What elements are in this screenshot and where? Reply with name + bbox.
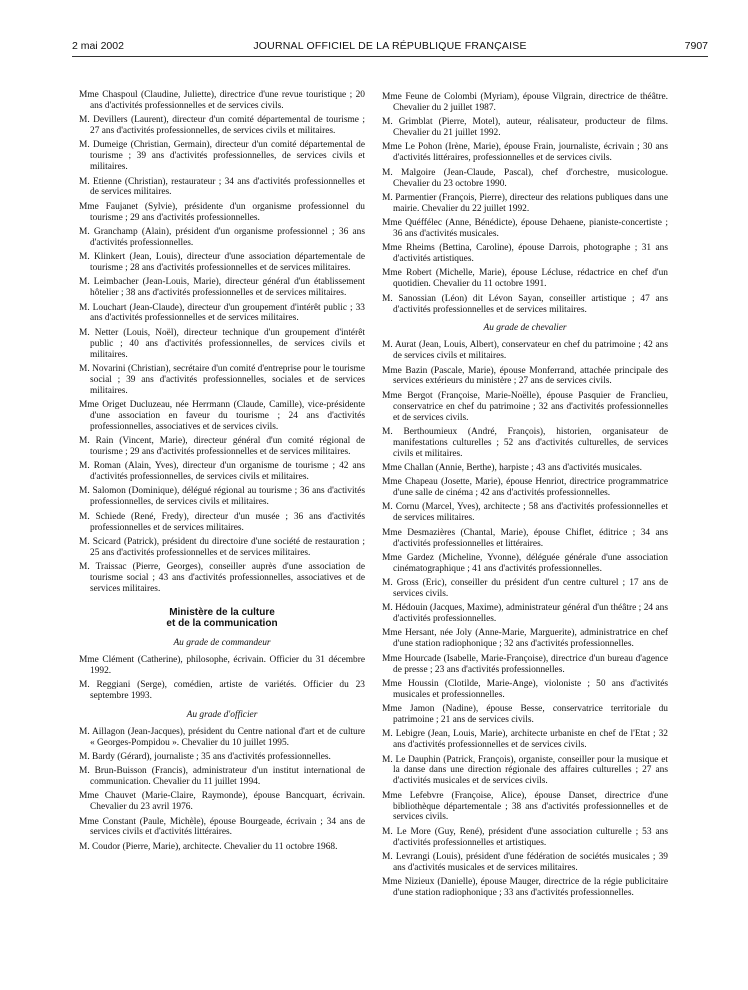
decoration-entry: M. Netter (Louis, Noël), directeur technique d'un groupement d'intérêt public ; 40 ans d'activités professionnelles, de services civils et militaires. (79, 327, 365, 360)
decoration-entry: Mme Chauvet (Marie-Claire, Raymonde), épouse Bancquart, écrivain. Chevalier du 23 avril 1976. (79, 791, 365, 813)
decoration-entry: Mme Chapeau (Josette, Marie), épouse Henriot, directrice programmatrice d'une salle de cinéma ; 42 ans d'activités professionnelles. (382, 477, 668, 499)
header-date: 2 mai 2002 (72, 40, 124, 52)
header-page-number: 7907 (684, 40, 708, 52)
decoration-entry: M. Malgoire (Jean-Claude, Pascal), chef d'orchestre, musicologue. Chevalier du 23 octobre 1990. (382, 167, 668, 189)
decoration-entry: M. Klinkert (Jean, Louis), directeur d'une association départementale de tourisme ; 28 ans d'activités professionnelles et de services militaires. (79, 252, 365, 274)
grade-heading: Au grade de commandeur (173, 637, 271, 648)
decoration-entry: Mme Gardez (Micheline, Yvonne), déléguée générale d'une association cinématographique ; 41 ans d'activités professionnelles. (382, 552, 668, 574)
decoration-entry: M. Novarini (Christian), secrétaire d'un comité d'entreprise pour le tourisme social ; 39 ans d'activités professionnelles, sociales et de services militaires. (79, 363, 365, 396)
decoration-entry: M. Gross (Eric), conseiller du président d'un centre culturel ; 17 ans de services civils. (382, 578, 668, 599)
decoration-entry: Mme Feune de Colombi (Myriam), épouse Vilgrain, directrice de théâtre. Chevalier du 2 juillet 1987. (382, 92, 668, 113)
decoration-entry: Mme Quéffélec (Anne, Bénédicte), épouse Dehaene, pianiste-concertiste ; 36 ans d'activités musicales. (382, 218, 668, 239)
decoration-entry: M. Traissac (Pierre, Georges), conseiller auprès d'une association de tourisme social ; 43 ans d'activités professionnelles, associatives et de services militaires. (79, 562, 365, 594)
decoration-entry: Mme Nizieux (Danielle), épouse Mauger, directrice de la régie publicitaire d'une station radiophonique ; 33 ans d'activités professionnelles. (382, 877, 668, 899)
decoration-entry: M. Berthoumieux (André, François), historien, organisateur de manifestations culturelles ; 52 ans d'activités culturelles, de services civils et militaires. (382, 426, 668, 459)
decoration-entry: M. Hédouin (Jacques, Maxime), administrateur général d'un théâtre ; 24 ans d'activités professionnelles. (382, 603, 668, 625)
decoration-entry: Mme Lefebvre (Françoise, Alice), épouse Danset, directrice d'une bibliothèque départementale ; 38 ans d'activités professionnelles et de services civils. (382, 790, 668, 823)
right-column (382, 92, 668, 902)
grade-heading: Au grade de chevalier (483, 323, 567, 334)
decoration-entry: M. Parmentier (François, Pierre), directeur des relations publiques dans une mairie. Chevalier du 22 juillet 1992. (382, 192, 668, 214)
decoration-entry: Mme Robert (Michelle, Marie), épouse Lécluse, rédactrice en chef d'un quotidien. Chevalier du 11 octobre 1991. (382, 268, 668, 290)
decoration-entry: M. Grimblat (Pierre, Motel), auteur, réalisateur, producteur de films. Chevalier du 21 juillet 1992. (382, 117, 668, 139)
decoration-entry: Mme Desmazières (Chantal, Marie), épouse Chiflet, éditrice ; 34 ans d'activités professionnelles et littéraires. (382, 527, 668, 549)
decoration-entry: Mme Chaspoul (Claudine, Juliette), directrice d'une revue touristique ; 20 ans d'activités professionnelles et de services civils. (79, 90, 365, 111)
decoration-entry: M. Aillagon (Jean-Jacques), président du Centre national d'art et de culture « Georges-Pompidou ». Chevalier du 10 juillet 1995. (79, 726, 365, 748)
decoration-entry: Mme Le Pohon (Irène, Marie), épouse Frain, journaliste, écrivain ; 30 ans d'activités littéraires, professionnelles et de services civils. (382, 142, 668, 164)
decoration-entry: Mme Hersant, née Joly (Anne-Marie, Marguerite), administratrice en chef d'une station radiophonique ; 32 ans d'activités professionnelles. (382, 628, 668, 650)
decoration-entry: M. Le More (Guy, René), président d'une association culturelle ; 53 ans d'activités professionnelles et artistiques. (382, 826, 668, 848)
decoration-entry: M. Devillers (Laurent), directeur d'un comité départemental de tourisme ; 27 ans d'activités professionnelles, de services civils et militaires. (79, 115, 365, 137)
left-column (79, 90, 365, 856)
decoration-entry: Mme Challan (Annie, Berthe), harpiste ; 43 ans d'activités musicales. (382, 462, 642, 473)
decoration-entry: M. Le Dauphin (Patrick, François), organiste, conseiller pour la musique et la danse dans une direction régionale des affaires culturelles ; 27 ans d'activités musicales et de services civils. (382, 754, 668, 787)
decoration-entry: M. Granchamp (Alain), président d'un organisme professionnel ; 36 ans d'activités professionnelles. (79, 226, 365, 248)
decoration-entry: Mme Origet Ducluzeau, née Herrmann (Claude, Camille), vice-présidente d'une association en faveur du tourisme ; 24 ans d'activités professionnelles, associatives et de services civils. (79, 399, 365, 432)
decoration-entry: M. Sanossian (Léon) dit Lévon Sayan, conseiller artistique ; 47 ans d'activités professionnelles et de services militaires. (382, 293, 668, 315)
decoration-entry: M. Salomon (Dominique), délégué régional au tourisme ; 36 ans d'activités professionnelles, de services civils et militaires. (79, 486, 365, 508)
decoration-entry: M. Louchart (Jean-Claude), directeur d'un groupement d'intérêt public ; 33 ans d'activités professionnelles et de services militaires. (79, 302, 365, 324)
decoration-entry: M. Cornu (Marcel, Yves), architecte ; 58 ans d'activités professionnelles et de services militaires. (382, 502, 668, 524)
decoration-entry: M. Bardy (Gérard), journaliste ; 35 ans d'activités professionnelles. (79, 751, 331, 762)
decoration-entry: M. Levrangi (Louis), président d'une fédération de sociétés musicales ; 39 ans d'activités musicales et de services militaires. (382, 851, 668, 873)
decoration-entry: Mme Bazin (Pascale, Marie), épouse Monferrand, attachée principale des services extérieurs du ministère ; 27 ans de services civils. (382, 365, 668, 387)
ministry-heading: Ministère de la culture et de la communication (166, 606, 278, 630)
page-header (72, 40, 708, 57)
decoration-entry: M. Leimbacher (Jean-Louis, Marie), directeur général d'un établissement hôtelier ; 38 ans d'activités professionnelles et de services militaires. (79, 277, 365, 299)
decoration-entry: M. Lebigre (Jean, Louis, Marie), architecte urbaniste en chef de l'Etat ; 32 ans d'activités professionnelles et de services civils. (382, 729, 668, 751)
decoration-entry: M. Brun-Buisson (Francis), administrateur d'un institut international de communication. Chevalier du 11 juillet 1994. (79, 766, 365, 788)
decoration-entry: M. Schiede (René, Fredy), directeur d'un musée ; 36 ans d'activités professionnelles et de services militaires. (79, 511, 365, 533)
decoration-entry: Mme Constant (Paule, Michèle), épouse Bourgeade, écrivain ; 34 ans de services civils et d'activités littéraires. (79, 816, 365, 838)
decoration-entry: Mme Faujanet (Sylvie), présidente d'un organisme professionnel du tourisme ; 29 ans d'activités professionnelles. (79, 201, 365, 223)
decoration-entry: M. Dumeige (Christian, Germain), directeur d'un comité départemental de tourisme ; 39 ans d'activités professionnelles, de services civils et militaires. (79, 140, 365, 173)
decoration-entry: M. Coudor (Pierre, Marie), architecte. Chevalier du 11 octobre 1968. (79, 841, 338, 852)
grade-heading: Au grade d'officier (186, 709, 258, 720)
decoration-entry: M. Aurat (Jean, Louis, Albert), conservateur en chef du patrimoine ; 42 ans de services civils et militaires. (382, 340, 668, 362)
decoration-entry: Mme Rheims (Bettina, Caroline), épouse Darrois, photographe ; 31 ans d'activités artistiques. (382, 243, 668, 265)
decoration-entry: Mme Houssin (Clotilde, Marie-Ange), violoniste ; 50 ans d'activités musicales et professionnelles. (382, 678, 668, 700)
decoration-entry: Mme Jamon (Nadine), épouse Besse, conservatrice territoriale du patrimoine ; 21 ans de services civils. (382, 704, 668, 725)
decoration-entry: Mme Hourcade (Isabelle, Marie-Françoise), directrice d'un bureau d'agence de presse ; 23 ans d'activités professionnelles. (382, 653, 668, 675)
decoration-entry: Mme Bergot (Françoise, Marie-Noëlle), épouse Pasquier de Franclieu, conservatrice en chef du patrimoine ; 32 ans d'activités professionnelles et de services civils. (382, 390, 668, 423)
decoration-entry: Mme Clément (Catherine), philosophe, écrivain. Officier du 31 décembre 1992. (79, 654, 365, 676)
decoration-entry: M. Scicard (Patrick), président du directoire d'une société de restauration ; 25 ans d'activités professionnelles et de services militaires. (79, 536, 365, 558)
decoration-entry: M. Rain (Vincent, Marie), directeur général d'un comité régional de tourisme ; 29 ans d'activités professionnelles et de services militaires. (79, 436, 365, 457)
header-title: JOURNAL OFFICIEL DE LA RÉPUBLIQUE FRANÇAISE (253, 40, 527, 52)
decoration-entry: M. Reggiani (Serge), comédien, artiste de variétés. Officier du 23 septembre 1993. (79, 679, 365, 701)
decoration-entry: M. Roman (Alain, Yves), directeur d'un organisme de tourisme ; 42 ans d'activités professionnelles, de services civils et militaires. (79, 461, 365, 483)
decoration-entry: M. Etienne (Christian), restaurateur ; 34 ans d'activités professionnelles et de services militaires. (79, 176, 365, 198)
